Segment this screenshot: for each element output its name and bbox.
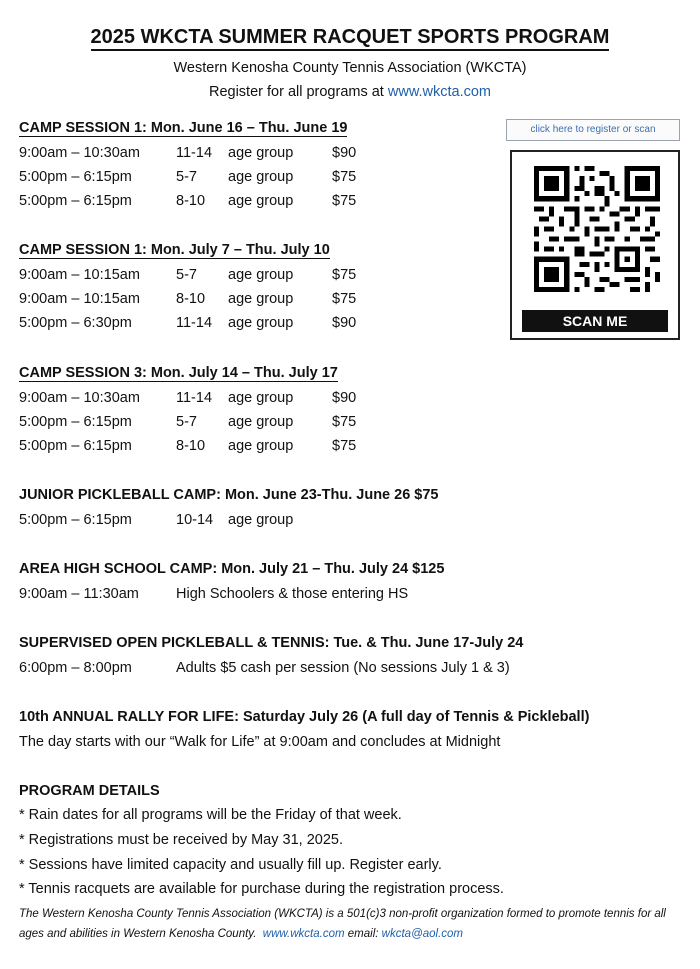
footer-email-link[interactable]: wkcta@aol.com bbox=[381, 928, 464, 940]
time-cell: 5:00pm – 6:15pm bbox=[19, 512, 132, 528]
description-cell: Adults $5 cash per session (No sessions July 1 & 3) bbox=[176, 660, 510, 676]
time-cell: 5:00pm – 6:15pm bbox=[19, 169, 132, 185]
price-cell: $75 bbox=[332, 193, 357, 209]
price-cell: $75 bbox=[332, 169, 357, 185]
time-cell: 5:00pm – 6:15pm bbox=[19, 193, 132, 209]
group-cell: age group bbox=[228, 390, 294, 406]
time-cell: 9:00am – 10:15am bbox=[19, 291, 140, 307]
high-school-camp-heading: AREA HIGH SCHOOL CAMP: Mon. July 21 – Thu. July 24 $125 bbox=[19, 561, 445, 577]
table-row bbox=[19, 267, 519, 287]
ages-cell: 11-14 bbox=[176, 315, 213, 331]
camp-session-2-heading-text: CAMP SESSION 1: Mon. July 7 – Thu. July 10 bbox=[19, 242, 330, 258]
page-title-text: 2025 WKCTA SUMMER RACQUET SPORTS PROGRAM bbox=[91, 26, 610, 51]
footer-note bbox=[19, 904, 684, 944]
table-row bbox=[19, 193, 519, 213]
list-item: * Rain dates for all programs will be the Friday of that week. bbox=[19, 807, 402, 823]
group-cell: age group bbox=[228, 315, 294, 331]
ages-cell: 5-7 bbox=[176, 414, 197, 430]
register-line bbox=[0, 84, 700, 100]
group-cell: age group bbox=[228, 145, 294, 161]
price-cell: $75 bbox=[332, 414, 357, 430]
time-cell: 5:00pm – 6:15pm bbox=[19, 414, 132, 430]
table-row bbox=[19, 169, 519, 189]
description-cell: High Schoolers & those entering HS bbox=[176, 586, 409, 602]
ages-cell: 11-14 bbox=[176, 390, 213, 406]
table-row bbox=[19, 660, 519, 680]
list-item: * Tennis racquets are available for purchase during the registration process. bbox=[19, 881, 504, 897]
price-cell: $75 bbox=[332, 438, 357, 454]
group-cell: age group bbox=[228, 291, 294, 307]
website-link[interactable]: www.wkcta.com bbox=[387, 84, 492, 100]
price-cell: $90 bbox=[332, 390, 357, 406]
scan-me-label: SCAN ME bbox=[522, 310, 668, 332]
footer-website-link[interactable]: www.wkcta.com bbox=[262, 928, 345, 940]
register-text: Register for all programs at bbox=[208, 84, 388, 100]
group-cell: age group bbox=[228, 193, 294, 209]
time-cell: 5:00pm – 6:15pm bbox=[19, 438, 132, 454]
list-item: * Sessions have limited capacity and usually fill up. Register early. bbox=[19, 857, 442, 873]
rally-description: The day starts with our “Walk for Life” at 9:00am and concludes at Midnight bbox=[19, 734, 501, 750]
group-cell: age group bbox=[228, 512, 294, 528]
camp-session-1-heading bbox=[19, 120, 347, 136]
qr-code-box[interactable] bbox=[510, 150, 680, 340]
subtitle: Western Kenosha County Tennis Association (WKCTA) bbox=[173, 60, 527, 76]
pickleball-camp-heading: JUNIOR PICKLEBALL CAMP: Mon. June 23-Thu. June 26 $75 bbox=[19, 487, 439, 503]
group-cell: age group bbox=[228, 438, 294, 454]
qr-code-icon bbox=[534, 166, 660, 292]
table-row bbox=[19, 414, 519, 434]
price-cell: $90 bbox=[332, 145, 357, 161]
footer-email-label: email: bbox=[347, 928, 379, 940]
ages-cell: 8-10 bbox=[176, 291, 206, 307]
ages-cell: 8-10 bbox=[176, 438, 206, 454]
table-row bbox=[19, 586, 519, 606]
camp-session-2-heading bbox=[19, 242, 330, 258]
ages-cell: 5-7 bbox=[176, 267, 197, 283]
price-cell: $75 bbox=[332, 291, 357, 307]
rally-heading: 10th ANNUAL RALLY FOR LIFE: Saturday July 26 (A full day of Tennis & Pickleball) bbox=[19, 709, 590, 725]
price-cell: $75 bbox=[332, 267, 357, 283]
price-cell: $90 bbox=[332, 315, 357, 331]
ages-cell: 5-7 bbox=[176, 169, 197, 185]
table-row bbox=[19, 315, 519, 335]
time-cell: 6:00pm – 8:00pm bbox=[19, 660, 132, 676]
footer-text: The Western Kenosha County Tennis Association (WKCTA) is a 501(c)3 non-profit organization formed to promote tennis for all ages and abilities in Western Kenosha County. bbox=[19, 908, 666, 940]
table-row bbox=[19, 291, 519, 311]
ages-cell: 10-14 bbox=[176, 512, 214, 528]
table-row bbox=[19, 145, 519, 165]
table-row bbox=[19, 390, 519, 410]
list-item: * Registrations must be received by May 31, 2025. bbox=[19, 832, 343, 848]
program-details-heading: PROGRAM DETAILS bbox=[19, 783, 160, 799]
ages-cell: 11-14 bbox=[176, 145, 213, 161]
group-cell: age group bbox=[228, 267, 294, 283]
camp-session-3-heading-text: CAMP SESSION 3: Mon. July 14 – Thu. July 17 bbox=[19, 365, 338, 381]
table-row bbox=[19, 512, 519, 532]
camp-session-3-heading bbox=[19, 365, 338, 381]
register-button[interactable]: click here to register or scan bbox=[506, 119, 680, 141]
group-cell: age group bbox=[228, 169, 294, 185]
time-cell: 9:00am – 11:30am bbox=[19, 586, 139, 602]
camp-session-1-heading-text: CAMP SESSION 1: Mon. June 16 – Thu. June 19 bbox=[19, 120, 348, 136]
time-cell: 9:00am – 10:30am bbox=[19, 145, 140, 161]
open-play-heading: SUPERVISED OPEN PICKLEBALL & TENNIS: Tue. & Thu. June 17-July 24 bbox=[19, 635, 524, 651]
time-cell: 9:00am – 10:15am bbox=[19, 267, 140, 283]
group-cell: age group bbox=[228, 414, 294, 430]
time-cell: 9:00am – 10:30am bbox=[19, 390, 140, 406]
table-row bbox=[19, 438, 519, 458]
ages-cell: 8-10 bbox=[176, 193, 206, 209]
page-title bbox=[0, 26, 700, 49]
time-cell: 5:00pm – 6:30pm bbox=[19, 315, 132, 331]
